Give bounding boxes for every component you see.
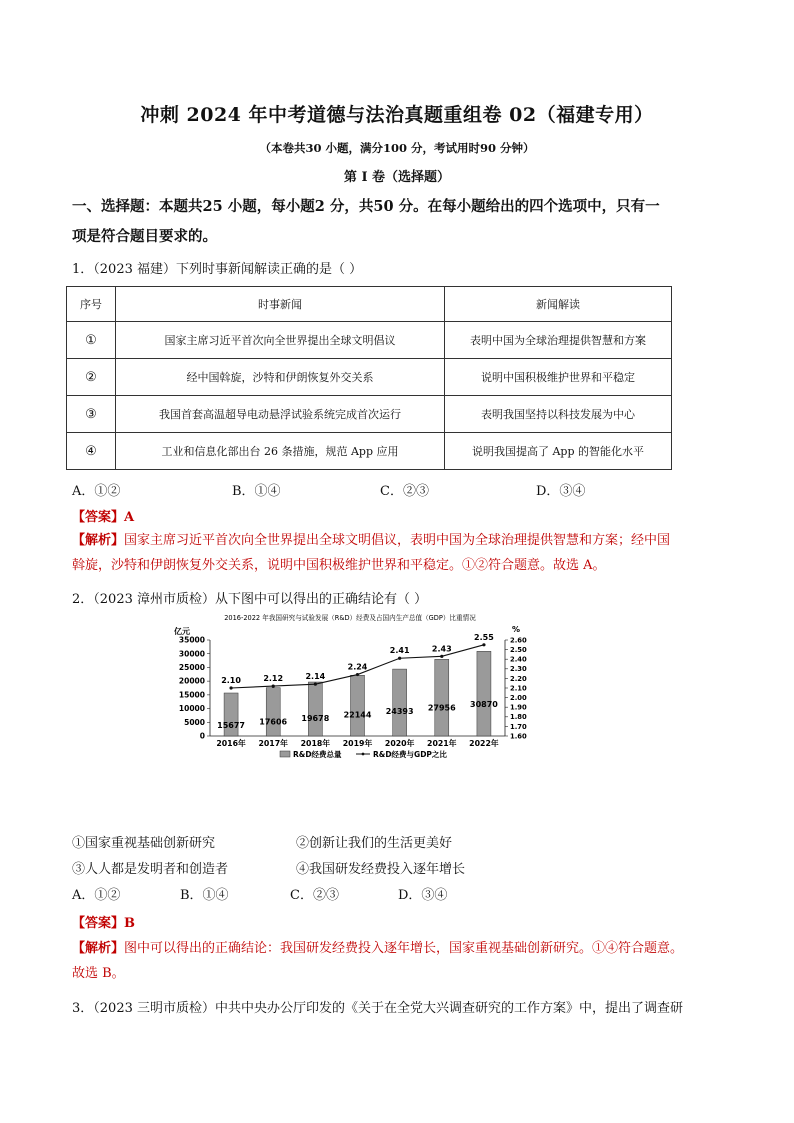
- option-a: A．①②: [72, 888, 121, 903]
- explanation-label: 【解析】: [72, 941, 125, 956]
- answer-label: 【答案】: [72, 510, 125, 525]
- explanation-line-2: 斡旋，沙特和伊朗恢复外交关系，说明中国积极维护世界和平稳定。①②符合题意。故选 A。: [72, 558, 606, 573]
- ratio-point: [272, 684, 275, 687]
- section-heading: 第 I 卷（选择题）: [343, 170, 451, 185]
- bar: [477, 651, 491, 736]
- instructions-line-2: 项是符合题目要求的。: [72, 228, 217, 245]
- chart-title: 2016-2022 年我国研究与试验发展（R&D）经费及占国内生产总值（GDP）比重情况: [224, 614, 476, 622]
- ratio-label: 2.55: [474, 632, 494, 642]
- left-tick-label: 15000: [178, 690, 205, 700]
- question-2-stem: 2．（2023 漳州市质检）从下图中可以得出的正确结论有（ ）: [72, 592, 428, 607]
- answer-value: B: [124, 916, 136, 931]
- option-b: B．①④: [232, 484, 281, 499]
- bar: [435, 659, 449, 736]
- left-tick-label: 10000: [178, 704, 205, 714]
- bar-label: 19678: [301, 714, 330, 723]
- right-tick-label: 2.20: [510, 674, 527, 683]
- x-tick-label: 2018年: [300, 739, 331, 748]
- explanation-label: 【解析】: [72, 533, 125, 548]
- legend-line-label: R&D经费与GDP之比: [373, 750, 447, 759]
- ratio-label: 2.41: [389, 646, 410, 656]
- left-tick-label: 20000: [178, 676, 205, 686]
- right-tick-label: 1.80: [510, 713, 527, 722]
- bar: [308, 682, 322, 736]
- legend-bar-swatch: [280, 751, 290, 757]
- question-2-answer: [72, 912, 135, 931]
- news-table-header: [67, 287, 672, 322]
- ratio-point: [356, 673, 359, 676]
- ratio-label: 2.12: [263, 674, 284, 684]
- row-number: ③: [67, 396, 116, 433]
- question-2-explanation: [72, 936, 752, 986]
- header-number: 序号: [67, 287, 116, 322]
- bar: [266, 688, 280, 736]
- bar: [393, 669, 407, 736]
- question-1-answer: [72, 506, 134, 525]
- legend-bar-label: R&D经费总量: [293, 750, 342, 759]
- rd-funding-chart: [160, 610, 540, 770]
- table-row: [67, 359, 672, 396]
- left-tick-label: 30000: [178, 649, 205, 659]
- ratio-point: [398, 657, 401, 660]
- right-axis-unit: %: [512, 625, 521, 634]
- x-tick-label: 2021年: [427, 739, 457, 748]
- row-interpretation: 说明中国积极维护世界和平稳定: [445, 359, 672, 396]
- option-d: D．③④: [398, 888, 448, 903]
- option-c: C．②③: [380, 484, 429, 499]
- option-c: C．②③: [290, 888, 339, 903]
- header-news: 时事新闻: [116, 287, 445, 322]
- document-subtitle: （本卷共30 小题，满分100 分，考试用时90 分钟）: [259, 141, 535, 155]
- option-a: A．①②: [72, 484, 121, 499]
- right-tick-label: 1.60: [510, 732, 527, 741]
- right-tick-label: 2.00: [510, 694, 527, 702]
- right-tick-label: 2.30: [510, 665, 527, 674]
- table-row: [67, 396, 672, 433]
- option-b: B．①④: [180, 888, 229, 903]
- statement-row-1: [72, 832, 452, 851]
- statement-1: ①国家重视基础创新研究: [72, 836, 216, 851]
- statement-3: ③人人都是发明者和创造者: [72, 862, 229, 877]
- x-tick-label: 2016年: [216, 739, 246, 748]
- question-3-stem: 3．（2023 三明市质检）中共中央办公厅印发的《关于在全党大兴调查研究的工作方案》中，提出了调查研: [72, 1001, 683, 1016]
- row-news: 工业和信息化部出台 26 条措施，规范 App 应用: [116, 433, 445, 470]
- row-number: ①: [67, 322, 116, 359]
- right-tick-label: 1.90: [510, 703, 527, 712]
- explanation-line-1: 国家主席习近平首次向全世界提出全球文明倡议，表明中国为全球治理提供智慧和方案；经中国: [124, 533, 671, 548]
- row-news: 国家主席习近平首次向全世界提出全球文明倡议: [116, 322, 445, 359]
- ratio-point: [229, 686, 232, 689]
- left-tick-label: 0: [199, 731, 205, 741]
- x-tick-label: 2022年: [469, 739, 499, 748]
- document-title: 冲刺 2024 年中考道德与法治真题重组卷 02（福建专用）: [140, 104, 654, 126]
- question-1-stem: 1．（2023 福建）下列时事新闻解读正确的是（ ）: [72, 262, 363, 277]
- answer-label: 【答案】: [72, 916, 125, 931]
- bar-label: 27956: [427, 703, 456, 713]
- right-tick-label: 1.70: [510, 722, 527, 731]
- question-1-explanation: [72, 528, 752, 578]
- row-number: ②: [67, 359, 116, 396]
- x-tick-label: 2017年: [258, 739, 288, 748]
- header-interpretation: 新闻解读: [445, 287, 672, 322]
- legend-line-marker: [362, 753, 365, 756]
- ratio-point: [482, 643, 485, 646]
- x-tick-label: 2020年: [384, 739, 415, 748]
- ratio-label: 2.24: [347, 662, 368, 672]
- right-tick-label: 2.50: [510, 646, 527, 654]
- right-tick-label: 2.40: [510, 655, 527, 664]
- question-1-options: [72, 480, 712, 499]
- left-axis-unit: 亿元: [174, 627, 190, 636]
- row-news: 我国首套高温超导电动悬浮试验系统完成首次运行: [116, 396, 445, 433]
- bar: [351, 675, 365, 736]
- left-tick-label: 5000: [184, 717, 205, 727]
- instructions-line-1: 一、选择题：本题共25 小题，每小题2 分，共50 分。在每小题给出的四个选项中，只有一: [72, 198, 660, 215]
- question-2-options: [72, 884, 447, 903]
- ratio-point: [314, 683, 317, 686]
- bar-label: 17606: [259, 717, 288, 727]
- row-number: ④: [67, 433, 116, 470]
- news-table: [66, 286, 672, 470]
- answer-value: A: [124, 510, 135, 525]
- explanation-line-2: 故选 B。: [72, 966, 125, 981]
- statement-row-2: [72, 858, 465, 877]
- ratio-point: [440, 655, 443, 658]
- option-d: D．③④: [536, 484, 586, 499]
- ratio-label: 2.43: [431, 644, 452, 654]
- bar-label: 30870: [470, 700, 498, 709]
- left-tick-label: 35000: [178, 635, 205, 645]
- bar-label: 15677: [217, 721, 245, 730]
- x-tick-label: 2019年: [342, 739, 373, 748]
- statement-2: ②创新让我们的生活更美好: [296, 836, 453, 851]
- row-news: 经中国斡旋，沙特和伊朗恢复外交关系: [116, 359, 445, 396]
- bar-label: 24393: [385, 707, 414, 716]
- bar-label: 22144: [343, 710, 372, 720]
- table-row: [67, 433, 672, 470]
- explanation-line-1: 图中可以得出的正确结论：我国研发经费投入逐年增长，国家重视基础创新研究。①④符合题意。: [124, 941, 684, 956]
- left-tick-label: 25000: [178, 663, 205, 673]
- row-interpretation: 表明中国为全球治理提供智慧和方案: [445, 322, 672, 359]
- row-interpretation: 说明我国提高了 App 的智能化水平: [445, 433, 672, 470]
- statement-4: ④我国研发经费投入逐年增长: [296, 862, 466, 877]
- right-tick-label: 2.60: [510, 636, 527, 645]
- ratio-label: 2.14: [305, 672, 326, 682]
- ratio-label: 2.10: [221, 676, 241, 685]
- row-interpretation: 表明我国坚持以科技发展为中心: [445, 396, 672, 433]
- table-row: [67, 322, 672, 359]
- right-tick-label: 2.10: [510, 684, 527, 693]
